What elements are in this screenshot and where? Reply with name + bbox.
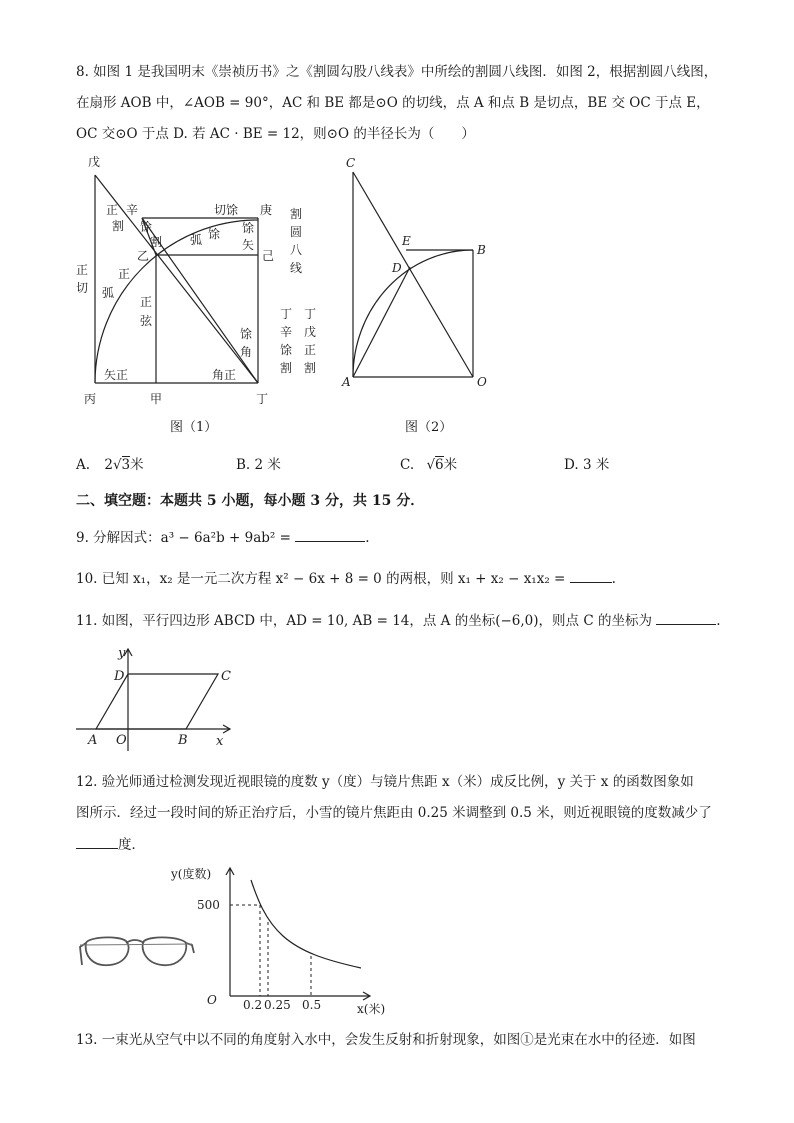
fig2-label-B: B xyxy=(477,243,486,257)
q11-text: 11. 如图，平行四边形 ABCD 中，AD = 10, AB = 14，点 A 的坐标(−6,0)，则点 C 的坐标为 xyxy=(76,613,652,629)
fig1-side3-4: 割 xyxy=(304,361,317,375)
option-c-unit: 米 xyxy=(443,457,458,473)
q11-parallelogram-figure xyxy=(70,643,240,753)
fig2-label-O: O xyxy=(477,375,487,389)
fig1-label-zhengge-1: 正 xyxy=(106,203,119,217)
q9-answer-blank[interactable] xyxy=(295,527,365,542)
fig1-label-yuhu-1: 馀 xyxy=(208,227,221,241)
q10-text: 10. 已知 x₁，x₂ 是一元二次方程 x² − 6x + 8 = 0 的两根，则 x₁ + x₂ − x₁x₂ = xyxy=(76,571,566,587)
fig1-label-zhengge-2: 割 xyxy=(112,219,125,233)
q12-graph-xlabel: x(米) xyxy=(357,1002,386,1016)
q10 xyxy=(76,568,616,589)
fig1-side2-3: 馀 xyxy=(280,343,293,357)
fig1-label-ji: 己 xyxy=(262,249,275,263)
option-a-radical: √3 xyxy=(112,457,131,473)
q8-line-1: 8. 如图 1 是我国明末《崇祯历书》之《割圆勾股八线表》中所绘的割圆八线图．如图 2，根据割圆八线图， xyxy=(76,64,718,80)
fig1-label-yuge-1: 馀 xyxy=(140,220,153,234)
q10-answer-blank[interactable] xyxy=(570,568,612,583)
figure-1-diagram xyxy=(70,148,330,408)
figure-2-diagram xyxy=(340,155,500,395)
fig1-side1-3: 八 xyxy=(290,243,303,257)
fig1-label-jia: 甲 xyxy=(150,392,163,406)
option-a[interactable] xyxy=(76,453,144,473)
fig1-side3-2: 戊 xyxy=(304,325,317,339)
option-a-radicand: 3 xyxy=(121,457,131,473)
option-b[interactable] xyxy=(236,453,281,473)
fig1-side1-1: 割 xyxy=(290,207,303,221)
fig1-side1-2: 圆 xyxy=(290,225,303,239)
fig1-label-geng: 庚 xyxy=(260,203,273,217)
fig2-label-D: D xyxy=(392,261,402,275)
q12-graph-x1: 0.2 xyxy=(243,998,263,1012)
q11 xyxy=(76,610,721,631)
q11-label-A: A xyxy=(88,733,98,748)
fig1-label-yushi-1: 馀 xyxy=(242,221,255,235)
q8-line-3: OC 交⊙O 于点 D. 若 AC · BE = 12，则⊙O 的半径长为（ ） xyxy=(76,126,475,142)
q12-graph-x3: 0.5 xyxy=(302,998,322,1012)
q9 xyxy=(76,527,370,548)
q11-answer-blank[interactable] xyxy=(656,610,716,625)
fig1-label-zhenghu-2: 弧 xyxy=(102,286,115,300)
q12-line-1: 12. 验光师通过检测发现近视眼镜的度数 y（度）与镜片焦距 x（米）成反比例，y 关于 x 的函数图象如 xyxy=(76,774,694,790)
fig1-label-yushi-2: 矢 xyxy=(242,238,255,252)
fig1-label-zhengqie-1: 正 xyxy=(76,263,89,277)
q12-graph-ylabel: y(度数) xyxy=(171,867,212,881)
q12-line-2: 图所示．经过一段时间的矫正治疗后，小雪的镜片焦距由 0.25 米调整到 0.5 米，则近视眼镜的度数减少了 xyxy=(76,805,712,821)
q12-answer-blank[interactable] xyxy=(76,834,118,849)
fig1-side2-2: 辛 xyxy=(280,325,293,339)
q11-label-y: y xyxy=(118,646,126,661)
fig2-label-C: C xyxy=(346,156,356,170)
fig1-label-qieyu: 切馀 xyxy=(214,203,239,217)
fig1-label-bing: 丙 xyxy=(84,392,97,406)
fig1-label-zhengqie-2: 切 xyxy=(76,281,89,295)
q10-end: . xyxy=(611,571,616,587)
q8-line-2: 在扇形 AOB 中，∠AOB = 90°，AC 和 BE 都是⊙O 的切线，点 A 和点 B 是切点，BE 交 OC 于点 E， xyxy=(76,95,710,111)
fig1-caption: 图（1） xyxy=(170,420,218,435)
option-c-radicand: 6 xyxy=(435,457,444,473)
fig1-label-xin: 辛 xyxy=(126,203,139,217)
q13-line-1: 13. 一束光从空气中以不同的角度射入水中，会发生反射和折射现象，如图①是光束在水中的径迹．如图 xyxy=(76,1032,696,1048)
fig1-label-yi: 乙 xyxy=(137,249,150,263)
fig1-label-hu: 弧 xyxy=(190,233,203,247)
fig1-side2-1: 丁 xyxy=(280,307,293,321)
fig1-side1-4: 线 xyxy=(290,261,303,275)
q9-text: 9. 分解因式：a³ − 6a²b + 9ab² = xyxy=(76,530,291,546)
q11-end: . xyxy=(716,613,721,629)
q12-graph-y500: 500 xyxy=(197,898,220,912)
fig1-label-yuge-2: 割 xyxy=(150,235,163,249)
fig1-label-wu: 戊 xyxy=(88,155,101,169)
q12-inverse-function-graph xyxy=(165,858,400,1018)
fig1-label-ding: 丁 xyxy=(256,392,269,406)
fig1-label-zhenghu-1: 正 xyxy=(118,267,131,281)
q12-line-3-end: 度． xyxy=(118,837,145,853)
fig1-label-zhengxian-2: 弦 xyxy=(140,314,153,328)
option-d[interactable] xyxy=(564,453,609,473)
q12-graph-origin: O xyxy=(207,993,217,1007)
fig2-caption: 图（2） xyxy=(405,420,453,435)
fig1-label-shizheng: 矢正 xyxy=(104,368,129,382)
fig1-label-zhengxian-1: 正 xyxy=(140,295,153,309)
option-b-text: 2 米 xyxy=(254,457,281,473)
fig1-side3-3: 正 xyxy=(304,343,317,357)
option-c[interactable] xyxy=(400,453,457,473)
q11-label-C: C xyxy=(221,669,231,684)
section-2-heading: 二、填空题：本题共 5 小题，每小题 3 分，共 15 分． xyxy=(76,493,425,509)
option-a-letter: A. xyxy=(76,457,91,473)
fig1-label-jiaozheng: 角正 xyxy=(212,368,237,382)
option-c-letter: C. xyxy=(400,457,415,473)
q11-label-x: x xyxy=(216,734,224,749)
q11-label-B: B xyxy=(178,733,188,748)
option-c-radical: √6 xyxy=(426,457,444,473)
q11-label-O: O xyxy=(116,733,127,748)
fig1-side3-1: 丁 xyxy=(304,307,317,321)
fig1-label-yujiao-1: 馀 xyxy=(240,327,253,341)
fig2-label-E: E xyxy=(402,234,411,248)
option-d-text: 3 米 xyxy=(582,457,610,473)
fig1-label-yujiao-2: 角 xyxy=(240,345,253,359)
q11-label-D: D xyxy=(114,669,125,684)
option-a-unit: 米 xyxy=(130,457,144,473)
fig1-side2-4: 割 xyxy=(280,361,293,375)
q9-end: . xyxy=(365,530,370,546)
option-a-coef: 2 xyxy=(104,457,113,473)
q12-graph-x2: 0.25 xyxy=(264,998,291,1012)
q12-line-3 xyxy=(76,834,145,855)
fig2-label-A: A xyxy=(342,375,351,389)
option-b-letter: B. xyxy=(236,457,251,473)
option-d-letter: D. xyxy=(564,457,579,473)
